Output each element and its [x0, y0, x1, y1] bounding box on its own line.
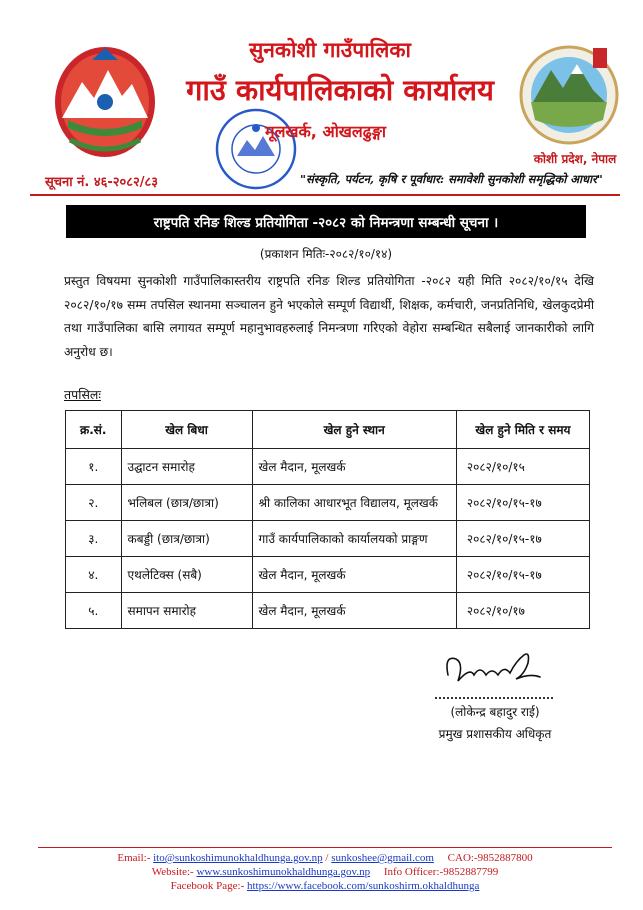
cell-venue: खेल मैदान, मूलखर्क	[252, 593, 456, 629]
schedule-table	[65, 410, 590, 629]
cell-date: २०८२/१०/१५-१७	[456, 521, 589, 557]
cell-date: २०८२/१०/१५-१७	[456, 485, 589, 521]
cell-game: भलिबल (छात्र/छात्रा)	[121, 485, 252, 521]
signatory-title: प्रमुख प्रशासकीय अधिकृत	[438, 727, 552, 741]
table-header-row	[66, 411, 590, 449]
info-officer-contact: Info Officer:-9852887799	[383, 866, 499, 878]
footer-divider	[38, 847, 612, 848]
cell-game: समापन समारोह	[121, 593, 252, 629]
cell-sn: ४.	[66, 557, 122, 593]
footer-website-line	[38, 866, 612, 878]
signature-line	[435, 697, 553, 699]
cell-game: उद्घाटन समारोह	[121, 449, 252, 485]
email-link-1[interactable]: ito@sunkoshimunokhaldhunga.gov.np	[153, 852, 323, 864]
table-row	[66, 557, 590, 593]
cell-venue: खेल मैदान, मूलखर्क	[252, 557, 456, 593]
facebook-link[interactable]: https://www.facebook.com/sunkoshirm.okhaldhunga	[246, 880, 480, 892]
notice-number: सूचना नं. ४६-२०८२/८३	[45, 175, 159, 190]
cell-sn: ३.	[66, 521, 122, 557]
municipality-name: सुनकोशी गाउँपालिका	[249, 38, 411, 62]
cell-venue: खेल मैदान, मूलखर्क	[252, 449, 456, 485]
cell-game: एथलेटिक्स (सबै)	[121, 557, 252, 593]
office-location: मूलखर्क, ओखलढुङ्गा	[265, 122, 387, 141]
table-row	[66, 521, 590, 557]
table-row	[66, 593, 590, 629]
website-label: Website:-	[151, 866, 194, 878]
cell-sn: १.	[66, 449, 122, 485]
cell-sn: २.	[66, 485, 122, 521]
subject-title: राष्ट्रपति रनिङ शिल्ड प्रतियोगिता -२०८२ को निमन्त्रणा सम्बन्धी सूचना ।	[66, 205, 586, 238]
footer-facebook-line	[38, 880, 612, 892]
footer-email-line	[38, 852, 612, 864]
col-header-game: खेल बिधा	[121, 411, 252, 449]
table-row	[66, 449, 590, 485]
col-header-venue: खेल हुने स्थान	[252, 411, 456, 449]
cell-sn: ५.	[66, 593, 122, 629]
cell-venue: गाउँ कार्यपालिकाको कार्यालयको प्राङ्गण	[252, 521, 456, 557]
website-link[interactable]: www.sunkoshimunokhaldhunga.gov.np	[196, 866, 371, 878]
koshi-province-logo	[517, 40, 622, 150]
cell-date: २०८२/१०/१७	[456, 593, 589, 629]
email-separator: /	[325, 852, 329, 864]
col-header-sn: क्र.सं.	[66, 411, 122, 449]
nepal-emblem-logo	[50, 40, 160, 160]
notice-body: प्रस्तुत विषयमा सुनकोशी गाउँपालिकास्तरीय राष्ट्रपति रनिङ शिल्ड प्रतियोगिता -२०८२ यही मिति २०८२/१०/१५ देखि २०८२/१०/१७ सम्म तपसिल स्थानमा सञ्चालन हुने भएकोले सम्पूर्ण विद्यार्थी, शिक्षक, कर्मचारी, जनप्रतिनिधि, खेलकुदप्रेमी तथा गाउँपालिका बासि लगायत सम्पूर्ण महानुभावहरुलाई निमन्त्रणा गरिएको वेहोरा सम्बन्धित सबैलाई जानकारीको लागि अनुरोध छ।	[64, 274, 594, 359]
cell-venue: श्री कालिका आधारभूत विद्यालय, मूलखर्क	[252, 485, 456, 521]
province-name: कोशी प्रदेश, नेपाल	[533, 152, 617, 166]
email-label: Email:-	[117, 852, 151, 864]
email-link-2[interactable]: sunkoshee@gmail.com	[331, 852, 434, 864]
table-row	[66, 485, 590, 521]
signature-image	[440, 645, 550, 695]
header-divider	[30, 194, 620, 196]
office-name: गाउँ कार्यपालिकाको कार्यालय	[186, 73, 494, 107]
cell-date: २०८२/१०/१५	[456, 449, 589, 485]
cell-date: २०८२/१०/१५-१७	[456, 557, 589, 593]
slogan: "संस्कृति, पर्यटन, कृषि र पूर्वाधार: समावेशी सुनकोशी समृद्धिको आधार"	[300, 172, 603, 186]
cao-contact: CAO:-9852887800	[447, 852, 533, 864]
col-header-date: खेल हुने मिति र समय	[456, 411, 589, 449]
tapsil-label: तपसिलः	[64, 387, 101, 402]
publish-date: (प्रकाशन मितिः-२०८२/१०/१४)	[259, 247, 393, 261]
facebook-label: Facebook Page:-	[170, 880, 245, 892]
signatory-name: (लोकेन्द्र बहादुर राई)	[450, 705, 540, 719]
cell-game: कबड्डी (छात्र/छात्रा)	[121, 521, 252, 557]
